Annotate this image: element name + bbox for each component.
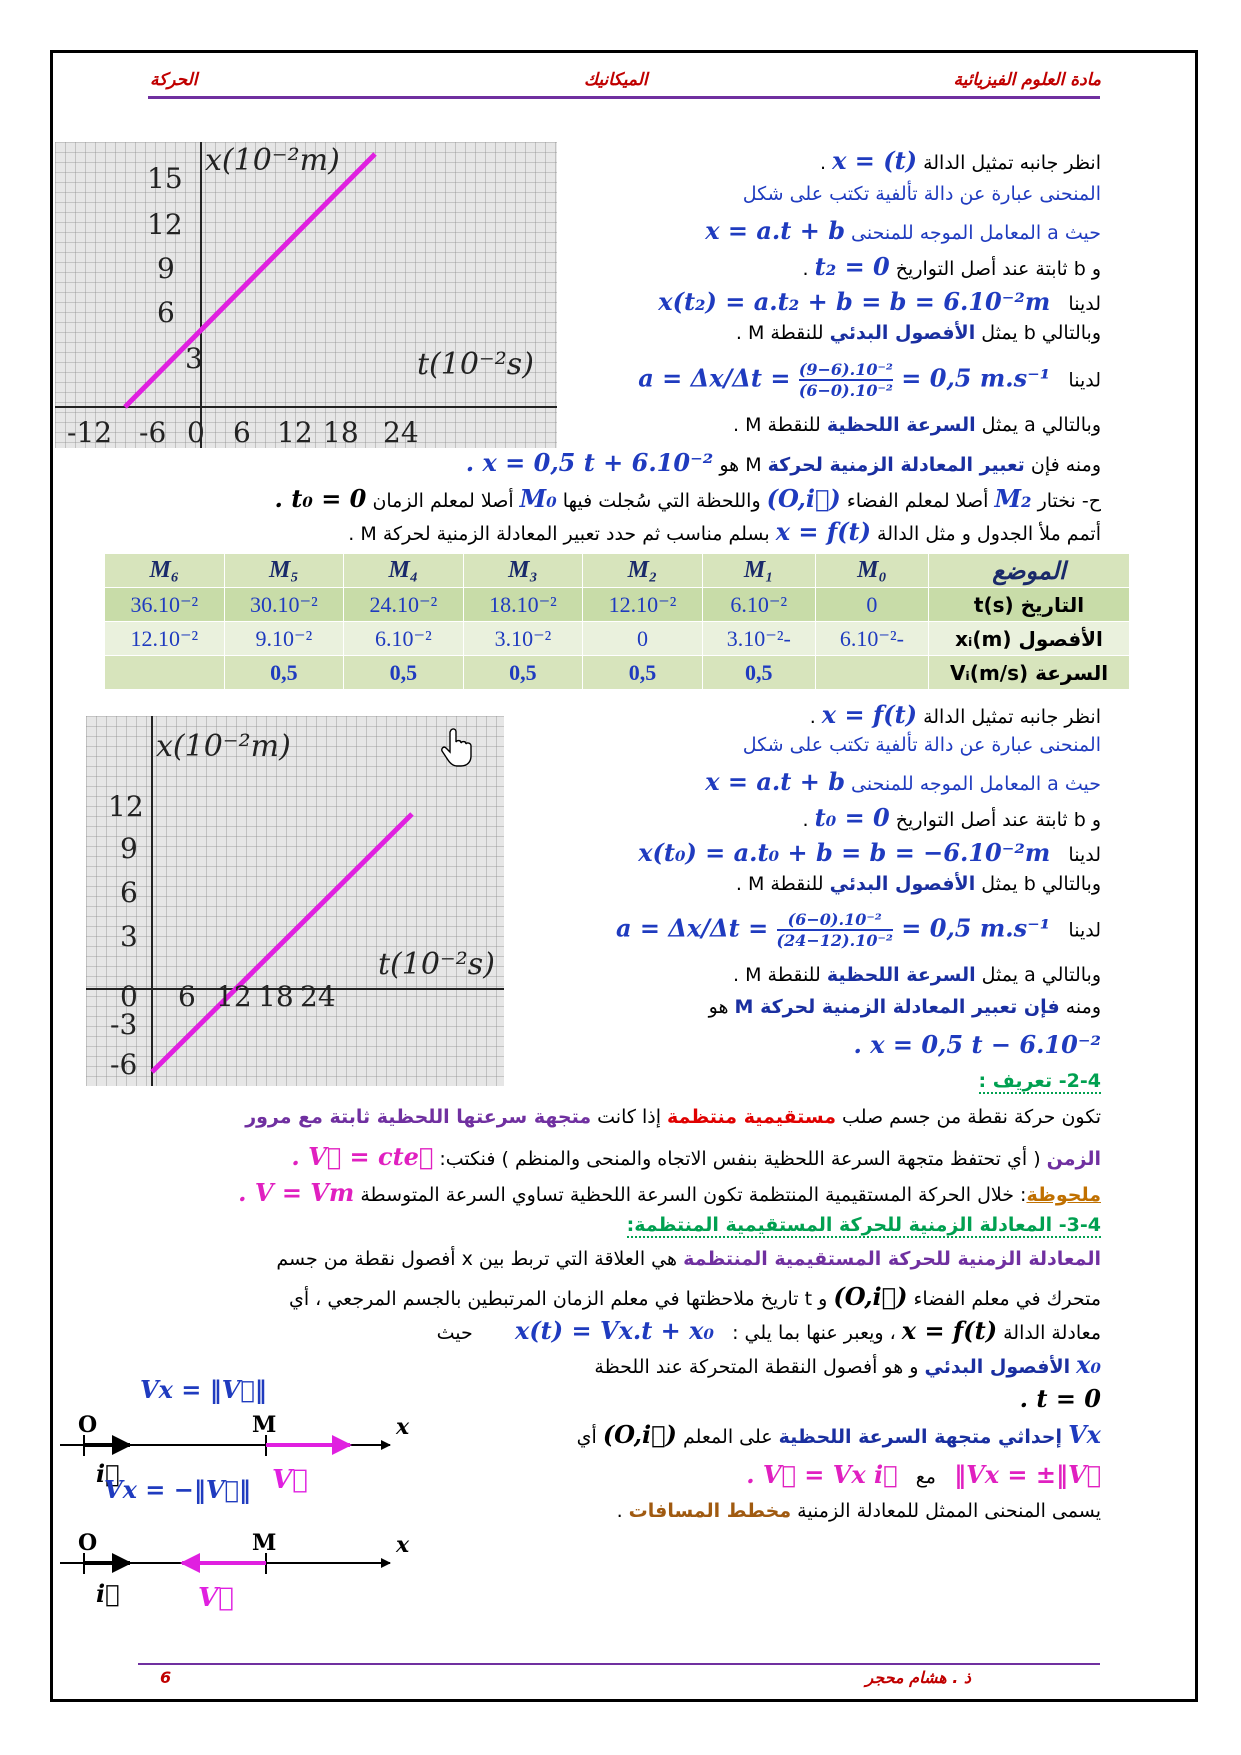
- b2-line8: وبالتالي a يمثل السرعة اللحظية للنقطة M .: [733, 964, 1101, 986]
- header-divider: [148, 96, 1100, 99]
- g1-ytick: 3: [185, 342, 203, 375]
- row-head-time: التاريخ t(s): [929, 588, 1130, 622]
- sec3-line5: t = 0 .: [1019, 1384, 1101, 1413]
- b2-line3: حيث a المعامل الموجه للمنحنى x = a.t + b: [705, 767, 1101, 796]
- footer-divider: [138, 1663, 1100, 1665]
- sec3-line4: x₀ الأفصول البدئي و هو أفصول النقطة المتحركة عند اللحظة: [594, 1350, 1101, 1379]
- footer-page-number: 6: [160, 1668, 172, 1687]
- velocity-label-top: V⃗: [272, 1465, 308, 1495]
- table-cell: 30.10⁻²: [224, 588, 344, 622]
- g2-ytick: 3: [120, 920, 138, 953]
- axis-label-bottom: x: [396, 1532, 410, 1558]
- table-cell-empty: [815, 656, 928, 690]
- row-head-speed: السرعة Vᵢ(m/s): [929, 656, 1130, 690]
- sec3-line7: Vx = ±‖V⃗‖ مع V⃗ = Vx i⃗ .: [746, 1460, 1101, 1489]
- g1-xtick: 0: [187, 416, 205, 448]
- table-cell: 12.10⁻²: [583, 588, 703, 622]
- sec3-line2: متحرك في معلم الفضاء (O,i⃗) و t تاريخ ملاحظتها في معلم الزمان المرتبطين بالجسم المرجعي ، أي: [288, 1282, 1101, 1311]
- table-cell: 0: [583, 622, 703, 656]
- table-cell: 36.10⁻²: [105, 588, 225, 622]
- g2-xtick: 6: [178, 980, 196, 1013]
- table-cell: 12.10⁻²: [105, 622, 225, 656]
- sec3-title: 3-4- المعادلة الزمنية للحركة المستقيمية المنتظمة:: [626, 1214, 1101, 1236]
- table-cell: M₀: [815, 554, 928, 588]
- table-cell: 0: [815, 588, 928, 622]
- b2-line2: المنحنى عبارة عن دالة تألفية تكتب على شكل: [742, 734, 1101, 756]
- sec3-line3: معادلة الدالة x = f(t) ، ويعبر عنها بما يلي : x(t) = Vx.t + x₀ حيث: [436, 1316, 1101, 1345]
- sec2-title: 2-4- تعريف :: [978, 1070, 1101, 1092]
- b2-line7: لدينا a = Δx/Δt = $\frac{\text{(6−0).10⁻²}}{\text{(24−12).10⁻²}}$ = 0,5 m.s⁻¹: [615, 910, 1101, 950]
- table-cell: M₅: [224, 554, 344, 588]
- b2-line5: لدينا x(t₀) = a.t₀ + b = b = −6.10⁻²m: [638, 838, 1101, 867]
- g1-ytick: 12: [147, 208, 183, 241]
- g2-xtick: 12: [216, 980, 252, 1013]
- g1-xtick: 18: [323, 416, 359, 448]
- point-label-top: M: [252, 1412, 277, 1438]
- vector-axes-figure: [60, 1370, 450, 1620]
- g1-ytick: 9: [157, 252, 175, 285]
- table-cell: 0,5: [583, 656, 703, 690]
- table-cell: M₆: [105, 554, 225, 588]
- table-cell: M₄: [344, 554, 464, 588]
- table-cell: 24.10⁻²: [344, 588, 464, 622]
- b2-line10: x = 0,5 t − 6.10⁻² .: [853, 1030, 1101, 1059]
- table-cell-empty: [105, 656, 225, 690]
- g1-ytick: 6: [157, 296, 175, 329]
- table-cell: 6.10⁻²: [344, 622, 464, 656]
- table-cell: 3.10⁻²: [463, 622, 583, 656]
- g2-ytick: -6: [110, 1048, 138, 1081]
- graph1-xlabel: t(10⁻²s): [417, 347, 534, 382]
- sec2-line1: تكون حركة نقطة من جسم صلب مستقيمية منتظمة إذا كانت متجهة سرعتها اللحظية ثابتة مع مرور: [245, 1106, 1101, 1128]
- axis-label-top: x: [396, 1414, 410, 1440]
- header-center: الميكانيك: [584, 70, 648, 90]
- b1-line8: وبالتالي a يمثل السرعة اللحظية للنقطة M .: [733, 414, 1101, 436]
- row-head-position: الموضع: [929, 554, 1130, 588]
- graph2-ylabel: x(10⁻²m): [156, 729, 291, 764]
- sec2-line2: الزمن ( أي تحتفظ متجهة السرعة اللحظية بنفس الاتجاه والمنحى والمنظم ) فنكتب: V⃗ = cte⃗ .: [291, 1142, 1101, 1171]
- table-cell: M₃: [463, 554, 583, 588]
- row-head-abscissa: الأفصول xᵢ(m): [929, 622, 1130, 656]
- table-cell: 0,5: [463, 656, 583, 690]
- b2-line6: وبالتالي b يمثل الأفصول البدئي للنقطة M .: [735, 873, 1101, 895]
- b1-line1: انظر جانبه تمثيل الدالة x = (t) .: [820, 146, 1101, 175]
- b2-line9: ومنه فإن تعبير المعادلة الزمنية لحركة M هو: [708, 996, 1101, 1018]
- g2-ytick: 12: [108, 790, 144, 823]
- graph1-ylabel: x(10⁻²m): [205, 143, 340, 178]
- sec3-line1: المعادلة الزمنية للحركة المستقيمية المنتظمة هي العلاقة التي تربط بين x أفصول نقطة من جسم: [276, 1248, 1101, 1270]
- b1-line9: ومنه فإن تعبير المعادلة الزمنية لحركة M هو x = 0,5 t + 6.10⁻² .: [465, 448, 1101, 477]
- table-cell: -6.10⁻²: [815, 622, 928, 656]
- b2-line4: و b ثابتة عند أصل التواريخ t₀ = 0 .: [802, 803, 1101, 832]
- b1-line2: المنحنى عبارة عن دالة تألفية تكتب على شكل: [742, 183, 1101, 205]
- point-label-bottom: M: [252, 1530, 277, 1556]
- bottom-vx-label: Vx = −‖V⃗‖: [104, 1475, 251, 1504]
- mid-line2: أتمم ملأ الجدول و مثل الدالة x = f(t) بسلم مناسب ثم حدد تعبير المعادلة الزمنية لحركة M .: [348, 517, 1101, 546]
- b1-line4: و b ثابتة عند أصل التواريخ t₂ = 0 .: [802, 252, 1101, 281]
- graph-1: [55, 142, 557, 448]
- header-right: مادة العلوم الفيزيائية: [953, 70, 1101, 90]
- sec3-line6: Vx إحداثي متجهة السرعة اللحظية على المعلم (O,i⃗) أي: [576, 1420, 1101, 1449]
- g2-xtick: 18: [258, 980, 294, 1013]
- table-cell: M₁: [702, 554, 815, 588]
- mid-line1: ح- نختار M₂ أصلا لمعلم الفضاء (O,i⃗) واللحظة التي سُجلت فيها M₀ أصلا لمعلم الزمان t₀ = 0 .: [274, 484, 1101, 513]
- origin-label-bottom: O: [78, 1530, 98, 1556]
- b1-line7: لدينا a = Δx/Δt = $\frac{\text{(9−6).10⁻²}}{\text{(6−0).10⁻²}}$ = 0,5 m.s⁻¹: [638, 360, 1101, 400]
- table-cell: 0,5: [224, 656, 344, 690]
- g1-xtick: 24: [383, 416, 419, 448]
- b1-line3: حيث a المعامل الموجه للمنحنى x = a.t + b: [705, 216, 1101, 245]
- g2-ytick: 0: [120, 980, 138, 1013]
- g1-xtick: 6: [233, 416, 251, 448]
- sec2-line3: ملحوظة: خلال الحركة المستقيمية المنتظمة تكون السرعة اللحظية تساوي السرعة المتوسطة V = Vm .: [238, 1178, 1101, 1207]
- header-left: الحركة: [150, 70, 198, 90]
- top-vx-label: Vx = ‖V⃗‖: [140, 1375, 267, 1404]
- g1-xtick: -12: [67, 416, 113, 448]
- g2-xtick: 24: [300, 980, 336, 1013]
- g2-ytick: 6: [120, 876, 138, 909]
- b2-line1: انظر جانبه تمثيل الدالة x = f(t) .: [809, 700, 1101, 729]
- footer-author: ذ . هشام محجر: [865, 1668, 971, 1687]
- table-cell: 0,5: [702, 656, 815, 690]
- velocity-label-bottom: V⃗: [198, 1583, 234, 1613]
- table-cell: 9.10⁻²: [224, 622, 344, 656]
- g2-ytick: -3: [110, 1008, 138, 1041]
- table-cell: 0,5: [344, 656, 464, 690]
- origin-label-top: O: [78, 1412, 98, 1438]
- sec3-line8: يسمى المنحنى الممثل للمعادلة الزمنية مخطط المسافات .: [616, 1500, 1101, 1522]
- unit-vector-top: i⃗: [96, 1459, 120, 1488]
- table-cell: 18.10⁻²: [463, 588, 583, 622]
- graph-2: [86, 716, 504, 1086]
- b1-line5: لدينا x(t₂) = a.t₂ + b = b = 6.10⁻²m: [658, 287, 1101, 316]
- table-cell: 6.10⁻²: [702, 588, 815, 622]
- b1-line6: وبالتالي b يمثل الأفصول البدئي للنقطة M .: [735, 322, 1101, 344]
- table-cell: -3.10⁻²: [702, 622, 815, 656]
- unit-vector-bottom: i⃗: [96, 1579, 120, 1608]
- motion-table: [104, 553, 1130, 690]
- g1-xtick: 12: [277, 416, 313, 448]
- g1-xtick: -6: [139, 416, 167, 448]
- g1-ytick: 15: [147, 162, 183, 195]
- table-cell: M₂: [583, 554, 703, 588]
- g2-ytick: 9: [120, 832, 138, 865]
- graph2-xlabel: t(10⁻²s): [378, 947, 495, 982]
